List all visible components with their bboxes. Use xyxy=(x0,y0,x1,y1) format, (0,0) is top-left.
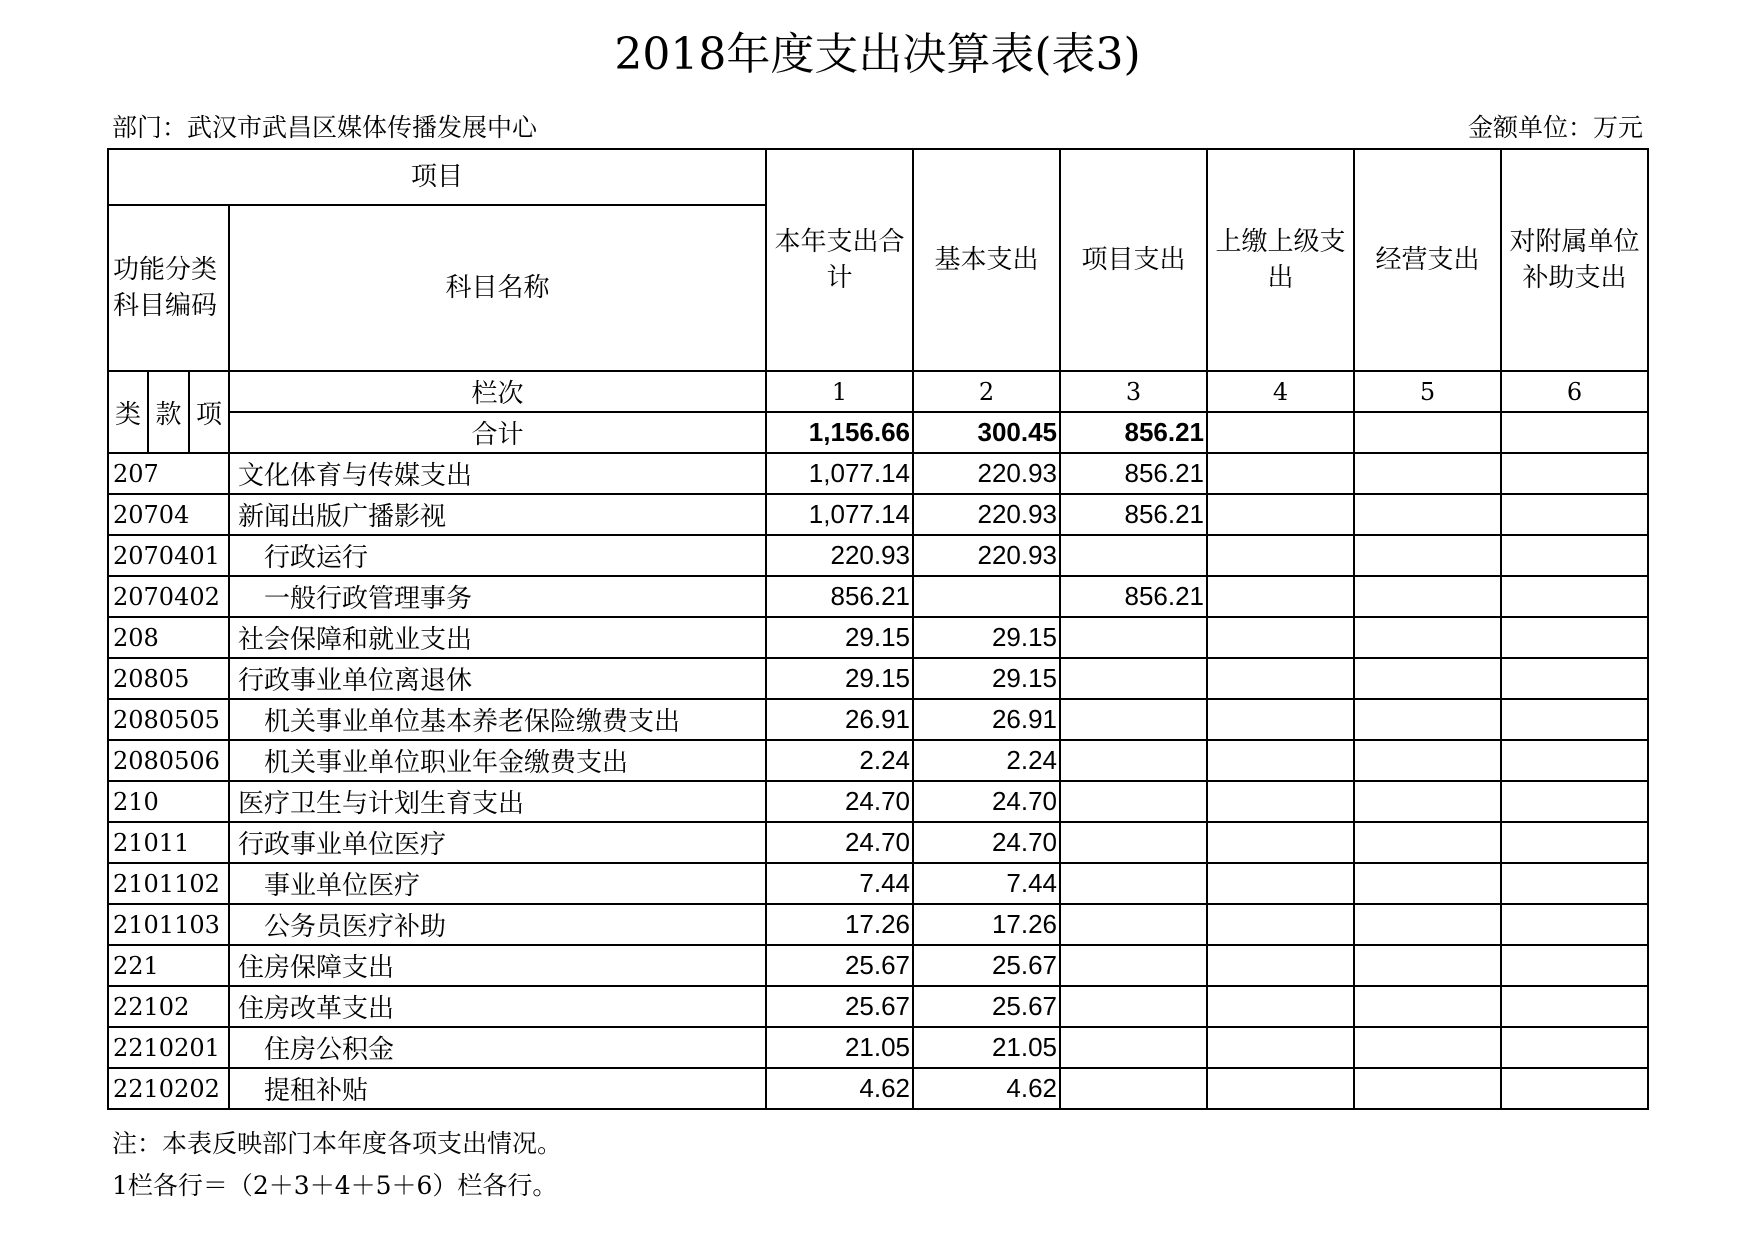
row-value-c6 xyxy=(1501,453,1648,494)
row-value-c1: 24.70 xyxy=(766,781,913,822)
table-row xyxy=(108,494,1648,535)
row-subject-name: 医疗卫生与计划生育支出 xyxy=(229,781,766,822)
row-code: 2210201 xyxy=(108,1027,229,1068)
colnum-6: 6 xyxy=(1501,371,1648,412)
row-value-c1: 25.67 xyxy=(766,986,913,1027)
table-row xyxy=(108,740,1648,781)
row-value-c1: 26.91 xyxy=(766,699,913,740)
row-value-c2: 220.93 xyxy=(913,453,1060,494)
row-value-c3 xyxy=(1060,699,1207,740)
row-value-c1: 29.15 xyxy=(766,658,913,699)
row-value-c4 xyxy=(1207,986,1354,1027)
row-subject-name: 公务员医疗补助 xyxy=(229,904,766,945)
total-c1: 1,156.66 xyxy=(766,412,913,453)
row-code: 2070401 xyxy=(108,535,229,576)
row-code: 208 xyxy=(108,617,229,658)
row-value-c1: 1,077.14 xyxy=(766,494,913,535)
unit-label: 金额单位：万元 xyxy=(1467,113,1643,142)
total-c2: 300.45 xyxy=(913,412,1060,453)
row-code: 20805 xyxy=(108,658,229,699)
row-value-c2: 25.67 xyxy=(913,945,1060,986)
row-code: 2210202 xyxy=(108,1068,229,1109)
row-value-c4 xyxy=(1207,658,1354,699)
row-value-c2 xyxy=(913,576,1060,617)
row-value-c4 xyxy=(1207,863,1354,904)
row-value-c6 xyxy=(1501,699,1648,740)
row-value-c2: 220.93 xyxy=(913,535,1060,576)
row-subject-name: 住房改革支出 xyxy=(229,986,766,1027)
row-value-c2: 4.62 xyxy=(913,1068,1060,1109)
row-value-c4 xyxy=(1207,699,1354,740)
row-value-c3 xyxy=(1060,1068,1207,1109)
header-subject-name: 科目名称 xyxy=(229,205,766,371)
row-value-c5 xyxy=(1354,658,1501,699)
row-value-c3: 856.21 xyxy=(1060,494,1207,535)
table-row xyxy=(108,617,1648,658)
row-code: 2101103 xyxy=(108,904,229,945)
note-line-2: 1栏各行＝（2＋3＋4＋5＋6）栏各行。 xyxy=(112,1171,558,1200)
table-row xyxy=(108,863,1648,904)
header-func-code: 功能分类科目编码 xyxy=(108,205,229,371)
row-value-c2: 2.24 xyxy=(913,740,1060,781)
row-value-c3 xyxy=(1060,535,1207,576)
header-kuan: 款 xyxy=(148,371,189,453)
table-row xyxy=(108,986,1648,1027)
header-xiang: 项 xyxy=(189,371,229,453)
row-value-c5 xyxy=(1354,535,1501,576)
table-row xyxy=(108,822,1648,863)
colnum-4: 4 xyxy=(1207,371,1354,412)
row-value-c5 xyxy=(1354,904,1501,945)
row-subject-name: 行政事业单位离退休 xyxy=(229,658,766,699)
row-code: 22102 xyxy=(108,986,229,1027)
row-value-c3 xyxy=(1060,1027,1207,1068)
row-code: 221 xyxy=(108,945,229,986)
row-value-c4 xyxy=(1207,453,1354,494)
row-subject-name: 社会保障和就业支出 xyxy=(229,617,766,658)
row-value-c6 xyxy=(1501,945,1648,986)
row-code: 210 xyxy=(108,781,229,822)
header-lei: 类 xyxy=(108,371,148,453)
row-value-c6 xyxy=(1501,781,1648,822)
row-value-c5 xyxy=(1354,740,1501,781)
row-subject-name: 行政事业单位医疗 xyxy=(229,822,766,863)
row-value-c2: 7.44 xyxy=(913,863,1060,904)
header-col-total: 本年支出合计 xyxy=(766,149,913,371)
row-value-c5 xyxy=(1354,699,1501,740)
row-value-c1: 2.24 xyxy=(766,740,913,781)
row-value-c2: 21.05 xyxy=(913,1027,1060,1068)
row-value-c3 xyxy=(1060,617,1207,658)
row-value-c2: 29.15 xyxy=(913,617,1060,658)
page-title: 2018年度支出决算表(表3) xyxy=(614,29,1141,80)
row-value-c5 xyxy=(1354,863,1501,904)
row-code: 20704 xyxy=(108,494,229,535)
header-lanci: 栏次 xyxy=(229,371,766,412)
row-value-c1: 17.26 xyxy=(766,904,913,945)
row-value-c4 xyxy=(1207,740,1354,781)
table-row xyxy=(108,535,1648,576)
row-value-c6 xyxy=(1501,822,1648,863)
row-code: 2080506 xyxy=(108,740,229,781)
table-row xyxy=(108,904,1648,945)
row-value-c4 xyxy=(1207,494,1354,535)
row-value-c5 xyxy=(1354,986,1501,1027)
row-subject-name: 机关事业单位职业年金缴费支出 xyxy=(229,740,766,781)
row-value-c5 xyxy=(1354,1068,1501,1109)
row-code: 21011 xyxy=(108,822,229,863)
header-col-upper: 上缴上级支出 xyxy=(1207,149,1354,371)
colnum-1: 1 xyxy=(766,371,913,412)
row-value-c4 xyxy=(1207,822,1354,863)
row-value-c5 xyxy=(1354,1027,1501,1068)
row-value-c4 xyxy=(1207,535,1354,576)
row-value-c4 xyxy=(1207,945,1354,986)
header-col-basic: 基本支出 xyxy=(913,149,1060,371)
row-subject-name: 住房保障支出 xyxy=(229,945,766,986)
row-value-c3 xyxy=(1060,945,1207,986)
row-code: 207 xyxy=(108,453,229,494)
row-code: 2101102 xyxy=(108,863,229,904)
row-value-c4 xyxy=(1207,576,1354,617)
row-value-c3: 856.21 xyxy=(1060,576,1207,617)
table-row xyxy=(108,699,1648,740)
row-value-c6 xyxy=(1501,658,1648,699)
row-value-c6 xyxy=(1501,576,1648,617)
row-value-c1: 1,077.14 xyxy=(766,453,913,494)
table-row xyxy=(108,945,1648,986)
row-value-c4 xyxy=(1207,1068,1354,1109)
row-value-c1: 7.44 xyxy=(766,863,913,904)
row-value-c6 xyxy=(1501,986,1648,1027)
row-value-c1: 4.62 xyxy=(766,1068,913,1109)
row-value-c3 xyxy=(1060,822,1207,863)
row-value-c5 xyxy=(1354,822,1501,863)
table-row xyxy=(108,658,1648,699)
table-row xyxy=(108,576,1648,617)
row-value-c1: 220.93 xyxy=(766,535,913,576)
table-row xyxy=(108,781,1648,822)
colnum-3: 3 xyxy=(1060,371,1207,412)
row-value-c5 xyxy=(1354,453,1501,494)
row-value-c2: 24.70 xyxy=(913,822,1060,863)
row-value-c6 xyxy=(1501,535,1648,576)
row-subject-name: 住房公积金 xyxy=(229,1027,766,1068)
row-value-c2: 17.26 xyxy=(913,904,1060,945)
colnum-5: 5 xyxy=(1354,371,1501,412)
note-line-1: 注：本表反映部门本年度各项支出情况。 xyxy=(112,1129,563,1158)
total-c5 xyxy=(1354,412,1501,453)
row-value-c6 xyxy=(1501,740,1648,781)
table-row xyxy=(108,453,1648,494)
row-value-c1: 21.05 xyxy=(766,1027,913,1068)
row-value-c2: 24.70 xyxy=(913,781,1060,822)
table-row xyxy=(108,1027,1648,1068)
row-value-c1: 856.21 xyxy=(766,576,913,617)
department-label: 部门：武汉市武昌区媒体传播发展中心 xyxy=(112,113,538,142)
row-value-c1: 29.15 xyxy=(766,617,913,658)
row-code: 2070402 xyxy=(108,576,229,617)
row-value-c6 xyxy=(1501,1027,1648,1068)
total-c3: 856.21 xyxy=(1060,412,1207,453)
row-value-c6 xyxy=(1501,904,1648,945)
row-subject-name: 新闻出版广播影视 xyxy=(229,494,766,535)
row-value-c3 xyxy=(1060,904,1207,945)
row-code: 2080505 xyxy=(108,699,229,740)
row-value-c5 xyxy=(1354,494,1501,535)
row-value-c5 xyxy=(1354,576,1501,617)
row-value-c6 xyxy=(1501,1068,1648,1109)
row-value-c4 xyxy=(1207,904,1354,945)
row-value-c3 xyxy=(1060,863,1207,904)
row-value-c3 xyxy=(1060,986,1207,1027)
total-row xyxy=(108,412,1648,453)
header-col-subsidy: 对附属单位补助支出 xyxy=(1501,149,1648,371)
row-value-c3 xyxy=(1060,658,1207,699)
row-value-c1: 25.67 xyxy=(766,945,913,986)
row-value-c2: 29.15 xyxy=(913,658,1060,699)
row-value-c5 xyxy=(1354,617,1501,658)
row-subject-name: 提租补贴 xyxy=(229,1068,766,1109)
row-subject-name: 行政运行 xyxy=(229,535,766,576)
row-subject-name: 一般行政管理事务 xyxy=(229,576,766,617)
row-value-c4 xyxy=(1207,1027,1354,1068)
total-c6 xyxy=(1501,412,1648,453)
row-value-c4 xyxy=(1207,617,1354,658)
row-value-c1: 24.70 xyxy=(766,822,913,863)
header-col-business: 经营支出 xyxy=(1354,149,1501,371)
row-value-c5 xyxy=(1354,945,1501,986)
row-value-c2: 26.91 xyxy=(913,699,1060,740)
expenditure-table xyxy=(107,148,1649,1110)
row-subject-name: 事业单位医疗 xyxy=(229,863,766,904)
row-value-c6 xyxy=(1501,617,1648,658)
total-c4 xyxy=(1207,412,1354,453)
colnum-2: 2 xyxy=(913,371,1060,412)
row-value-c6 xyxy=(1501,494,1648,535)
header-col-project: 项目支出 xyxy=(1060,149,1207,371)
row-value-c5 xyxy=(1354,781,1501,822)
row-value-c2: 220.93 xyxy=(913,494,1060,535)
row-value-c2: 25.67 xyxy=(913,986,1060,1027)
row-value-c3 xyxy=(1060,781,1207,822)
row-subject-name: 机关事业单位基本养老保险缴费支出 xyxy=(229,699,766,740)
row-value-c4 xyxy=(1207,781,1354,822)
header-item: 项目 xyxy=(108,149,766,205)
row-value-c3 xyxy=(1060,740,1207,781)
row-value-c6 xyxy=(1501,863,1648,904)
table-row xyxy=(108,1068,1648,1109)
row-subject-name: 文化体育与传媒支出 xyxy=(229,453,766,494)
total-label: 合计 xyxy=(229,412,766,453)
row-value-c3: 856.21 xyxy=(1060,453,1207,494)
